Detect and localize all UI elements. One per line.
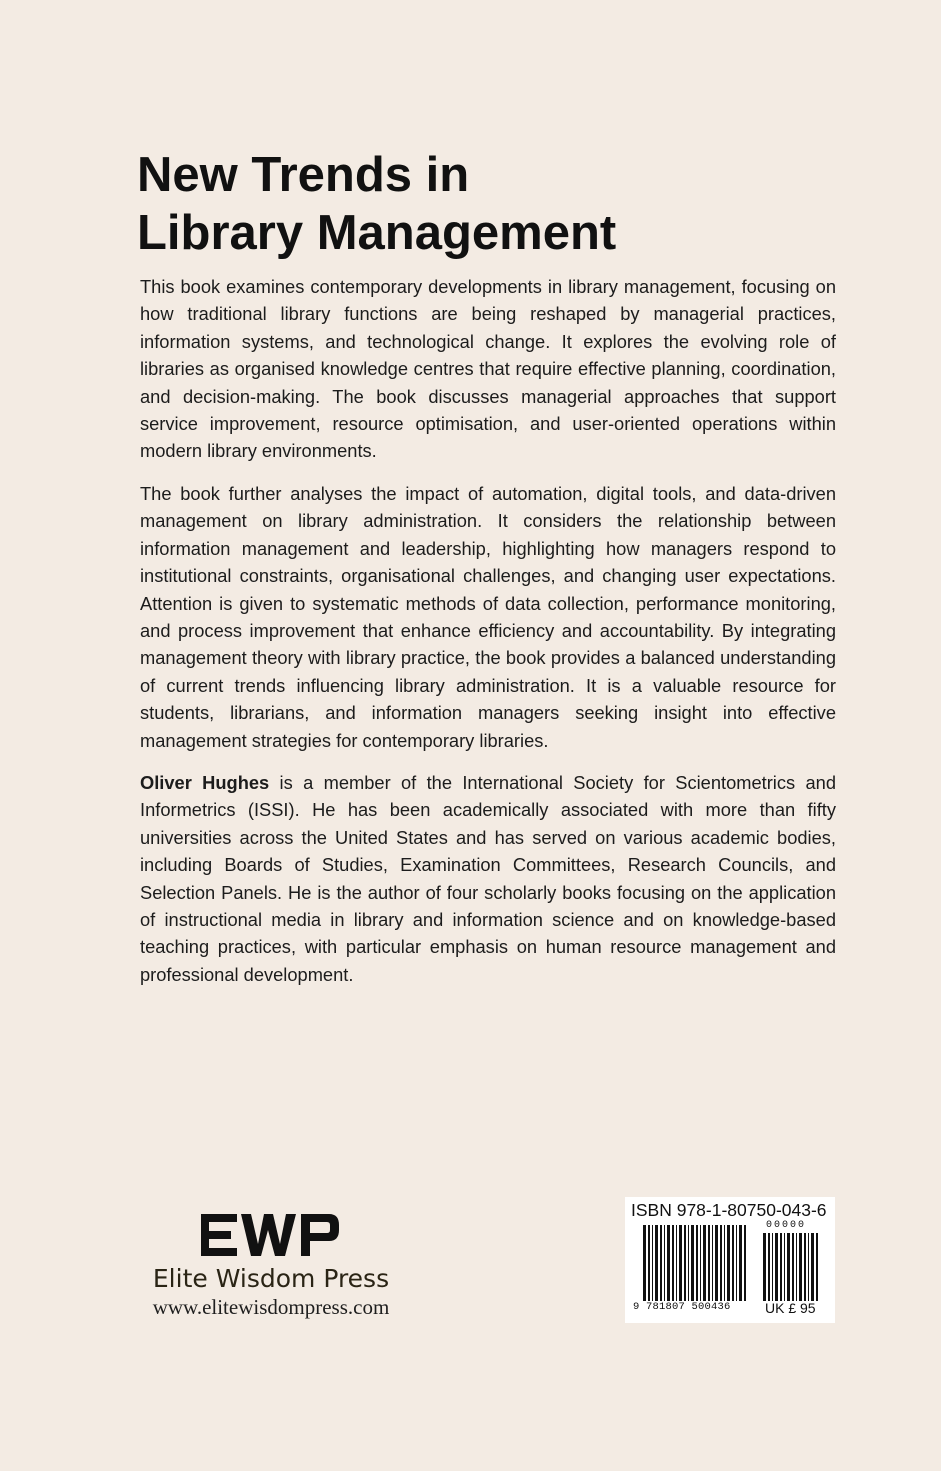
title-line-1: New Trends in — [137, 148, 470, 202]
title-line-2: Library Management — [137, 206, 617, 260]
barcode-addon-digits: 00000 — [766, 1220, 807, 1231]
ewp-logo-icon — [201, 1210, 341, 1260]
barcode-digits: 9 781807 500436 — [633, 1301, 731, 1313]
book-title — [137, 146, 616, 262]
publisher-logo-block — [140, 1210, 402, 1320]
description-paragraph-2: The book further analyses the impact of automation, digital tools, and data-driven management on library administration. It considers the relationship between information management and leadership, highlighting how managers respond to institutional constraints, organisational challenges, and changing user expectations. Attention is given to systematic methods of data collection, performance monitoring, and process improvement that enhance efficiency and accountability. By integrating management theory with library practice, the book provides a balanced understanding of current trends influencing library administration. It is a valuable resource for students, librarians, and information managers seeking insight into effective management strategies for contemporary libraries. — [140, 483, 836, 751]
author-name: Oliver Hughes — [140, 772, 270, 793]
description-paragraph-1: This book examines contemporary developments in library management, focusing on how traditional library functions are being reshaped by managerial practices, information systems, and technological change. It explores the evolving role of libraries as organised knowledge centres that require effective planning, coordination, and decision-making. The book discusses managerial approaches that support service improvement, resource optimisation, and user-oriented operations within modern library environments. — [140, 276, 836, 462]
isbn-barcode — [625, 1197, 835, 1323]
price-label: UK £ 95 — [765, 1300, 816, 1316]
author-bio-text: is a member of the International Society for Scientometrics and Informetrics (ISSI). He has been academically associated with more than fifty universities across the United States and has served on various academic bodies, including Boards of Studies, Examination Committees, Research Councils, and Selection Panels. He is the author of four scholarly books focusing on the application of instructional media in library and information science and on knowledge-based teaching practices, with particular emphasis on human resource management and professional development. — [140, 772, 836, 985]
author-bio-paragraph — [140, 769, 836, 988]
isbn-label: ISBN 978-1-80750-043-6 — [631, 1200, 827, 1220]
publisher-name: Elite Wisdom Press — [152, 1264, 390, 1293]
publisher-url: www.elitewisdompress.com — [152, 1295, 390, 1319]
